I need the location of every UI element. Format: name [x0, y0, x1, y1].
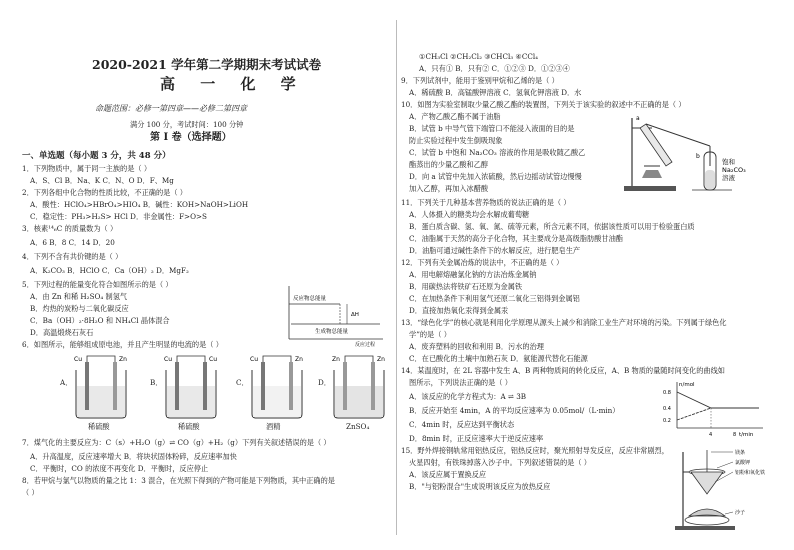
- cell-solution-label: 稀硫酸: [178, 422, 200, 431]
- option-line: A．该反应属于置换反应: [409, 470, 487, 479]
- cell-diagram-c: [248, 352, 306, 422]
- cell-solution-label: 稀硫酸: [88, 422, 110, 431]
- option-line: A．由 Zn 和稀 H₂SO₄ 制氢气: [30, 292, 128, 301]
- option-line: B．灼热的炭粉与二氧化碳反应: [30, 304, 129, 313]
- magnesium-label: 镁条: [735, 450, 746, 456]
- question-line: 7．煤气化的主要反应为：C（s）+H₂O（g）⇌ CO（g）+H₂（g）下列有关叙述错误的是（ ）: [22, 438, 331, 447]
- question-line: 4．下列不含有共价键的是（ ）: [22, 252, 123, 261]
- option-line: B．"与铝粉混合"生成说明该反应为放热反应: [409, 482, 551, 491]
- question-line: 8．若甲烷与氯气以物质的量之比 1：3 混合，在光照下得到的产物可能是下列物质，其中正确的是: [22, 476, 335, 485]
- part-heading: 一、单选题（每小题 3 分，共 48 分）: [22, 151, 171, 161]
- exam-scope: 命题范围：必修一第四章——必修二第四章: [95, 104, 247, 113]
- option-line: C．在加热条件下利用氢气还原二氧化三铝得到金属铝: [409, 294, 580, 303]
- cell-option-letter: A．: [60, 378, 73, 387]
- option-line: C．平衡时，CO 的浓度不再变化 D．平衡时，反应停止: [30, 464, 209, 473]
- option-line: C．油脂属于天然的高分子化合物，其主要成分是高级脂肪酸甘油酯: [409, 234, 623, 243]
- x-tick-8: 8: [733, 432, 737, 438]
- question-line: 6．如图所示，能够组成原电池，并且产生明显的电流的是（ ）: [22, 340, 223, 349]
- question-line: 火星四射，有铁珠掉落入沙子中。下列叙述错误的是（ ）: [409, 458, 591, 467]
- tube-b-label: b: [696, 153, 700, 160]
- cell-option-letter: B．: [150, 378, 163, 387]
- subject-title: 高 一 化 学: [160, 75, 306, 93]
- electrode-right: Zn: [377, 356, 385, 363]
- electrode-left: Cu: [250, 356, 258, 363]
- option-line: B．蛋白质含碳、氢、氧、氮、硫等元素，所含元素不同，依据该性质可以用于检验蛋白质: [409, 222, 695, 231]
- option-line: B．用碳热法将铁矿石还原为金属铁: [409, 282, 523, 291]
- option-line: B．反应开始至 4min，A 的平均反应速率为 0.05mol/（L·min）: [409, 406, 620, 415]
- saturated-solution-label: 饱和 Na₂CO₃ 溶液: [722, 158, 746, 182]
- x-axis-label: t/min: [739, 432, 754, 438]
- sand-label: 沙子: [735, 510, 746, 516]
- question-line: 10．如图为实验室制取少量乙酸乙酯的装置图，下列关于该实验的叙述中不正确的是（ ）: [401, 100, 686, 109]
- option-line: C．在已酸化的土壤中加熟石灰 D．氨能源代替化石能源: [409, 354, 588, 363]
- option-line: B．试管 b 中导气管下端管口不能浸入液面的目的是: [409, 124, 575, 133]
- option-line: D．8min 时，正反应速率大于逆反应速率: [409, 434, 544, 443]
- question-line: 2．下列各组中化合物的性质比较，不正确的是（ ）: [22, 188, 187, 197]
- cell-solution-label: ZnSO₄: [346, 422, 370, 431]
- product-energy-label: 生成物总能量: [315, 329, 349, 335]
- option-line: ①CH₃Cl ②CH₂Cl₂ ③CHCl₃ ④CCl₄: [419, 52, 539, 61]
- electrode-left: Zn: [332, 356, 340, 363]
- cell-option-letter: C．: [236, 378, 249, 387]
- x-tick-4: 4: [709, 432, 713, 438]
- option-line: A．废弃塑料的回收和利用 B．污水的治理: [409, 342, 544, 351]
- cell-option-letter: D．: [318, 378, 331, 387]
- option-line: A．人体摄入的糖类均会水解成葡萄糖: [409, 210, 530, 219]
- option-line: A．酸性：HClO₄>HBrO₄>HIO₄ B．碱性：KOH>NaOH>LiOH: [30, 200, 249, 209]
- reactant-energy-label: 反应物总能量: [293, 296, 327, 302]
- amount-time-chart: [659, 378, 769, 438]
- option-line: 防止实验过程中发生倒吸现象: [409, 136, 503, 145]
- y-tick-0.2: 0.2: [663, 418, 671, 424]
- delta-h-label: ΔH: [351, 312, 359, 318]
- question-line: 13．“绿色化学”的核心就是利用化学原理从源头上减少和消除工业生产对环境的污染。下列属于绿色化: [401, 318, 727, 327]
- question-line: 11．下列关于几种基本营养物质的说法正确的是（ ）: [401, 198, 571, 207]
- option-line: A．稀硫酸 B．高锰酸钾溶液 C．氢氧化钾溶液 D．水: [409, 88, 582, 97]
- question-line: 3．核素¹⁴₆C 的质量数为（ ）: [22, 224, 118, 233]
- option-line: C．Ba（OH）₂·8H₂O 和 NH₄Cl 晶体混合: [30, 316, 170, 325]
- question-line: 15．野外焊接钢轨常用铝热反应，铝热反应时，聚光照射导发反应，反应非常剧烈，: [401, 446, 669, 455]
- option-line: A．6 B．8 C．14 D．20: [30, 238, 115, 247]
- electrode-left: Cu: [74, 356, 82, 363]
- question-line: 1．下列物质中，属于同一主族的是（ ）: [22, 164, 152, 173]
- electrode-left: Cu: [164, 356, 172, 363]
- potassium-chlorate-label: 氯酸钾: [735, 460, 751, 466]
- tube-a-label: a: [636, 115, 640, 122]
- option-line: A．用电解熔融氯化钠的方法冶炼金属钠: [409, 270, 537, 279]
- option-line: C．试管 b 中饱和 Na₂CO₃ 溶液的作用是吸收随乙酸乙: [409, 148, 586, 157]
- question-line: 12．下列有关金属冶炼的说法中，不正确的是（ ）: [401, 258, 564, 267]
- cell-diagram-a: [72, 352, 130, 422]
- electrode-right: Zn: [295, 356, 303, 363]
- right-column: [397, 0, 794, 550]
- option-line: D．油脂可通过碱性条件下的水解反应，进行肥皂生产: [409, 246, 581, 255]
- thermite-apparatus-diagram: [669, 442, 779, 534]
- option-line: C．4min 时，反应达到平衡状态: [409, 420, 515, 429]
- y-tick-0.8: 0.8: [663, 390, 671, 396]
- electrode-right: Zn: [119, 356, 127, 363]
- option-line: A．K₂CO₃ B．HClO C．Ca（OH）₂ D．MgF₂: [30, 266, 189, 275]
- cell-diagram-b: [162, 352, 220, 422]
- option-line: A．S、Cl B．Na、K C．N、O D．F、Mg: [30, 176, 174, 185]
- option-line: D．向 a 试管中先加入浓硫酸，然后边摇动试管边慢慢: [409, 172, 582, 181]
- option-line: 加入乙醇，再加入冰醋酸: [409, 184, 489, 193]
- y-tick-0.4: 0.4: [663, 406, 671, 412]
- option-line: D．高温煅烧石灰石: [30, 328, 94, 337]
- option-line: 酯蒸出的少量乙酸和乙醇: [409, 160, 489, 169]
- question-line: 学”的是（ ）: [409, 330, 451, 339]
- y-axis-label: n/mol: [679, 382, 695, 388]
- option-line: A．只有① B．只有② C．①②③ D．①②③④: [419, 64, 570, 73]
- cell-solution-label: 酒精: [266, 422, 281, 431]
- reaction-process-label: 反应过程: [355, 342, 376, 348]
- aluminum-iron-oxide-label: 铝粉和氧化铁: [735, 470, 766, 476]
- option-line: A．产物乙酸乙酯不属于油脂: [409, 112, 501, 121]
- option-line: A．该反应的化学方程式为：A ⇌ 3B: [409, 392, 527, 401]
- question-line: 5．下列过程的能量变化符合如图所示的是（ ）: [22, 280, 173, 289]
- section-title: 第 I 卷（选择题）: [150, 132, 232, 143]
- exam-title: 2020-2021 学年第二学期期末考试试卷: [92, 57, 322, 72]
- option-line: D．直接加热氧化汞得到金属汞: [409, 306, 509, 315]
- question-line: 9．下列试剂中，能用于鉴别甲烷和乙烯的是（ ）: [401, 76, 559, 85]
- electrode-right: Cu: [209, 356, 217, 363]
- score-line: 满分 100 分，考试时间：100 分钟: [130, 120, 244, 129]
- ester-apparatus-diagram: [622, 108, 752, 194]
- question-line: 图所示，下列说法正确的是（ ）: [409, 378, 512, 387]
- option-line: C．稳定性：PH₃>H₂S> HCl D．非金属性：F>O>S: [30, 212, 207, 221]
- energy-diagram: [285, 284, 385, 348]
- question-line: （ ）: [22, 488, 39, 497]
- option-line: A．升高温度，反应速率增大 B．将块状固体粉碎，反应速率加快: [30, 452, 237, 461]
- question-line: 14．某温度时，在 2L 容器中发生 A、B 两种物质间的转化反应，A、B 物质的量随时间变化的曲线如: [401, 366, 725, 375]
- cell-diagram-d: [330, 352, 388, 422]
